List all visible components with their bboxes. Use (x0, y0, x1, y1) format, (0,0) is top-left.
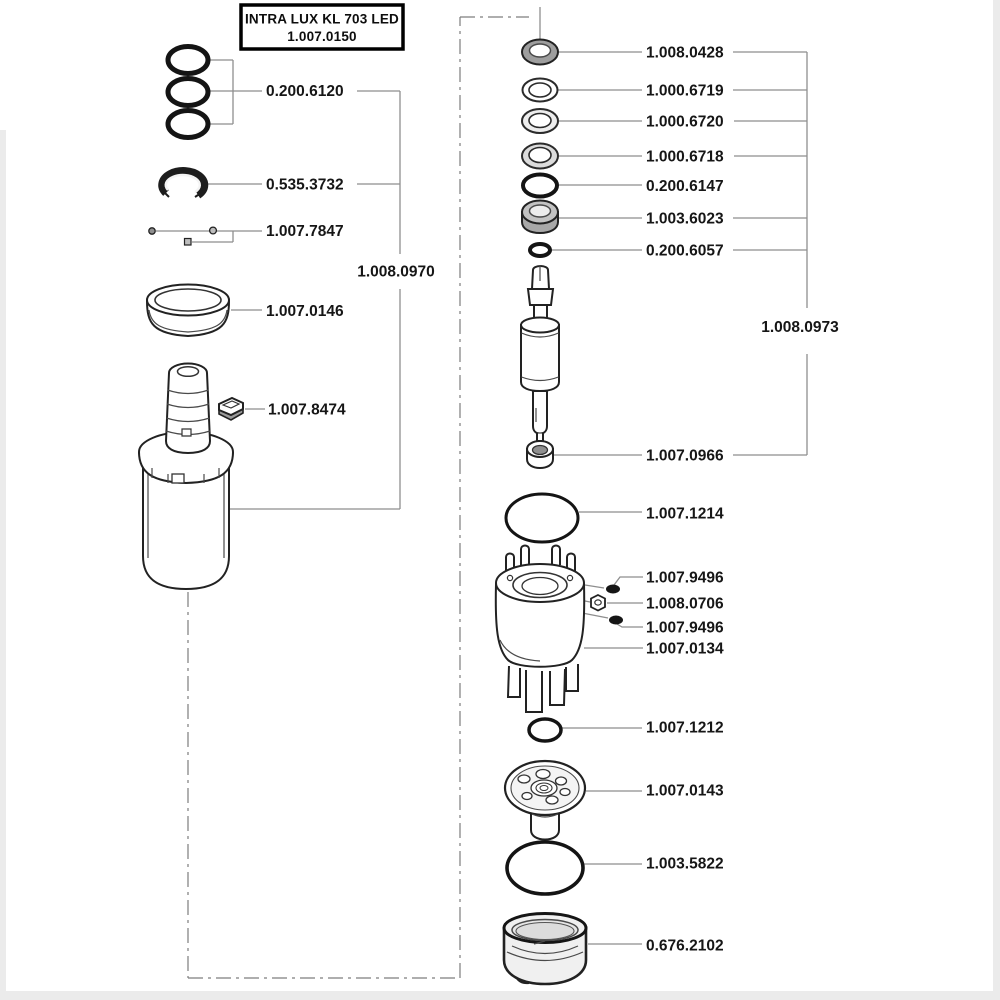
pin-3 (185, 239, 192, 246)
label-bushing: 1.007.0966 (646, 447, 724, 465)
part-retaining-ring (162, 171, 204, 197)
bearing-hole (530, 205, 551, 217)
oring-set-bracket (209, 60, 262, 124)
pin-1 (149, 228, 155, 234)
pin-2 (210, 227, 217, 234)
part-oring-b (530, 244, 550, 256)
led-insert-center (531, 780, 557, 796)
label-stator: 1.007.0134 (646, 640, 724, 658)
washer2-inner (529, 83, 551, 97)
page-edge-left (0, 130, 6, 1000)
motor-shaft-notch (182, 429, 191, 436)
label-contact-pins: 1.007.7847 (266, 223, 344, 240)
part-washer-2 (523, 79, 558, 102)
label-hex-nut: 1.008.0706 (646, 595, 724, 613)
page-edge-right (993, 0, 1000, 1000)
end-cap-inner-2 (516, 923, 574, 940)
label-oring-set: 0.200.6120 (266, 83, 344, 100)
stator-hole-right (567, 575, 572, 580)
left-labels (266, 83, 435, 419)
label-end-cap: 0.676.2102 (646, 937, 724, 955)
label-retaining-ring: 0.535.3732 (266, 176, 344, 194)
label-seal-bottom: 1.007.9496 (646, 619, 724, 637)
part-washer-1 (522, 40, 558, 65)
rotor-tip (537, 434, 543, 442)
part-bushing (527, 441, 553, 468)
retaining-ring-highlight (166, 175, 200, 192)
label-rotor-assembly: 1.008.0973 (761, 319, 839, 336)
label-washer-3: 1.000.6720 (646, 113, 724, 131)
centerlines (188, 7, 540, 978)
stator-ring-inner (522, 578, 558, 595)
oring-3 (168, 111, 208, 138)
title-box-line2: 1.007.0150 (287, 29, 357, 44)
part-seal-bottom (609, 616, 623, 625)
washer4-inner (529, 148, 551, 163)
part-washer-3 (522, 109, 558, 133)
part-oring-large-a (506, 494, 578, 542)
label-pushbutton: 1.007.8474 (268, 401, 346, 419)
part-led-insert (505, 761, 585, 840)
right-labels (646, 45, 839, 955)
title-box (241, 5, 403, 49)
label-ball-bearing: 1.003.6023 (646, 210, 724, 228)
title-box-line1: INTRA LUX KL 703 LED (244, 11, 400, 27)
part-pushbutton (219, 398, 243, 420)
oring-1 (168, 47, 208, 74)
part-end-cap (504, 914, 586, 985)
oring-2 (168, 79, 208, 106)
part-hex-nut (591, 595, 605, 611)
label-motor-assembly: 1.008.0970 (357, 263, 435, 281)
label-seal-top: 1.007.9496 (646, 569, 724, 587)
part-stator (496, 546, 584, 713)
rotor-body-top (521, 318, 559, 333)
label-led-insert: 1.007.0143 (646, 782, 724, 800)
washer1-inner (530, 44, 551, 57)
label-washer-4: 1.000.6718 (646, 148, 724, 166)
label-oring-c: 1.007.1212 (646, 719, 724, 737)
stator-prongs (508, 664, 578, 712)
label-oring-large-b: 1.003.5822 (646, 855, 724, 873)
page-edge-bottom (0, 991, 1000, 1000)
hex-nut-body (591, 595, 605, 611)
part-oring-c (529, 719, 561, 741)
part-seal-top (606, 585, 620, 594)
label-washer-1: 1.008.0428 (646, 44, 724, 62)
rotor-flange (528, 289, 553, 305)
part-ball-bearing (522, 201, 558, 234)
part-oring-large-b (507, 842, 583, 894)
label-oring-a: 0.200.6147 (646, 178, 724, 195)
label-washer-2: 1.000.6719 (646, 82, 724, 100)
bushing-hole (533, 446, 548, 455)
part-bezel-ring (147, 285, 229, 337)
part-rotor (521, 265, 559, 441)
washer3-inner (529, 114, 551, 128)
label-oring-large-a: 1.007.1214 (646, 505, 724, 523)
motor-group-bracket (228, 91, 400, 509)
pins-bracket (156, 231, 262, 242)
part-motor-assembly (139, 364, 233, 590)
rotor-lower-shaft (533, 391, 547, 434)
part-oring-set (168, 47, 208, 138)
label-oring-b: 0.200.6057 (646, 242, 724, 260)
part-washer-4 (522, 144, 558, 169)
label-bezel-ring: 1.007.0146 (266, 303, 344, 320)
stator-hole-left (507, 575, 512, 580)
part-oring-a (523, 175, 557, 197)
motor-collar-tab (172, 474, 184, 483)
